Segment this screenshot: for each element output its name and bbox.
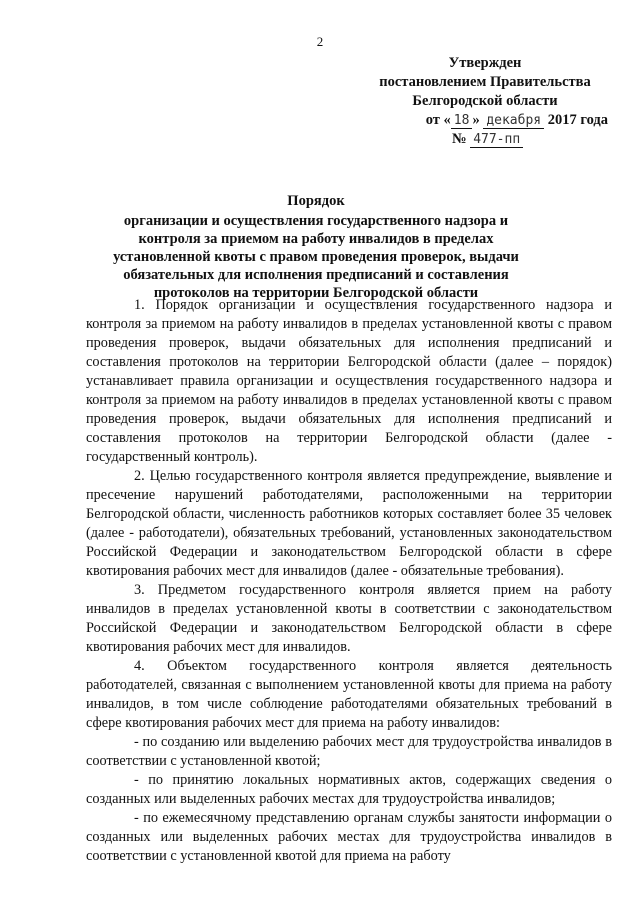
list-item-1: - по созданию или выделению рабочих мест для трудоустройства инвалидов в соответствии с установленной квотой; <box>86 734 612 769</box>
paragraph-2: 2. Целью государственного контроля является предупреждение, выявление и пресечение нарушений работодателями, расположенными на территории Белгородской области, численность работников которых составляет более 35 человек (далее - работодатели), обязательных требований, установленных законодательством Российской Федерации и законодательством Белгородской области в сфере квотирования рабочих мест для инвалидов (далее - обязательные требования). <box>86 468 612 579</box>
list-item-2: - по принятию локальных нормативных актов, содержащих сведения о созданных или выделенных рабочих местах для трудоустройства инвалидов; <box>86 772 612 807</box>
title-heading: Порядок <box>287 193 345 209</box>
document-body <box>86 296 612 866</box>
list-item-3: - по ежемесячному представлению органам службы занятости информации о созданных или выделенных рабочих местах для трудоустройства инвалидов в соответствии с установленной квотой для приема на работу <box>86 810 612 864</box>
approval-line-2: постановлением Правительства <box>379 74 591 90</box>
approval-number <box>360 130 610 149</box>
approval-line-3: Белгородской области <box>412 93 558 109</box>
document-title <box>92 192 540 302</box>
paragraph-4: 4. Объектом государственного контроля является деятельность работодателей, связанная с выполнением установленной квоты для приема на работу инвалидов, в том числе соблюдение работодателями обязательных требований в сфере квотирования рабочих мест для приема на работу инвалидов: <box>86 658 612 731</box>
page-number: 2 <box>316 34 324 49</box>
paragraph-3: 3. Предметом государственного контроля является прием на работу инвалидов в пределах установленной квоты в соответствии с законодательством Российской Федерации и законодательством Белгородской области в сфере квотирования рабочих мест для инвалидов. <box>86 582 612 655</box>
date-mid: » <box>472 112 480 128</box>
paragraph-1: 1. Порядок организации и осуществления государственного надзора и контроля за приемом на работу инвалидов в пределах установленной квоты с правом проведения проверок, выдачи обязательных для исполнения предписаний и составления протоколов на территории Белгородской области (далее – порядок) устанавливает правила организации и осуществления государственного надзора и контроля за приемом на работу инвалидов в пределах установленной квоты с правом проведения проверок, выдачи обязательных для исполнения предписаний и составления протоколов на территории Белгородской области (далее - государственный контроль). <box>86 297 612 465</box>
date-year: 2017 года <box>547 112 608 128</box>
approval-block <box>360 54 610 149</box>
date-day: 18 <box>451 113 473 129</box>
approval-date <box>360 111 610 130</box>
number-value: 477-пп <box>470 132 523 148</box>
number-prefix: № <box>452 131 467 147</box>
date-month: декабря <box>483 113 544 129</box>
approval-line-1: Утвержден <box>448 55 522 71</box>
title-subtitle: организации и осуществления государственного надзора и контроля за приемом на работу инвалидов в пределах установленной квоты с правом проведения проверок, выдачи обязательных для исполнения предписаний и составления протоколов на территории Белгородской области <box>113 213 519 301</box>
date-prefix: от « <box>425 112 451 128</box>
